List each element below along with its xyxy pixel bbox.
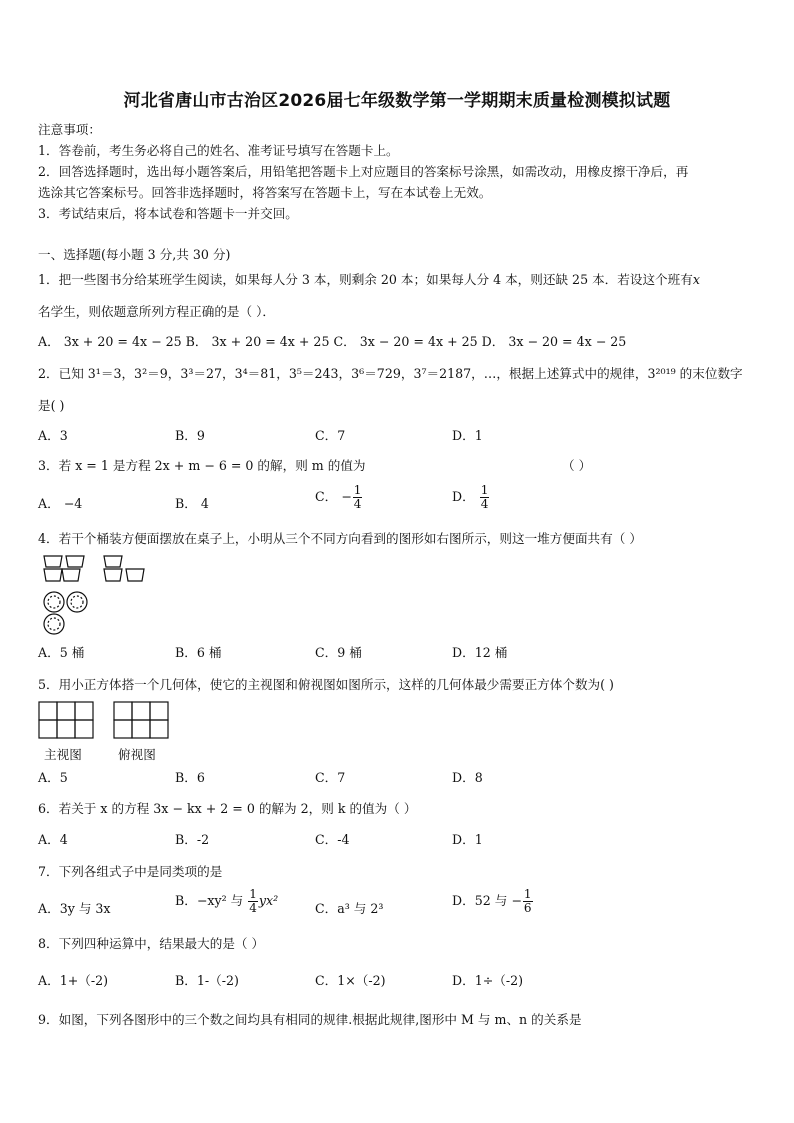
q3-option-a: A． −4 [38,496,83,511]
fraction-denominator: 4 [353,497,362,511]
bucket-top-left [44,556,62,567]
section-heading: 一、选择题(每小题 3 分,共 30 分) [38,247,231,262]
q2-stem: 2．已知 3¹＝3，3²＝9，3³＝27，3⁴＝81，3⁵＝243，3⁶＝729，3⁷＝2187，…，根据上述算式中的规律，3²⁰¹⁹ 的末位数字 [38,366,743,381]
q7-option-d [452,888,534,915]
q7-stem: 7．下列各组式子中是同类项的是 [38,864,223,879]
notice-item-2: 2．回答选择题时，选出每小题答案后，用铅笔把答题卡上对应题目的答案标号涂黑，如需改动，用橡皮擦干净后，再 [38,164,689,179]
q5-option-b: B．6 [175,770,205,785]
q2-option-b: B．9 [175,428,205,443]
q1-stem-text: 1．把一些图书分给某班学生阅读，如果每人分 3 本，则剩余 20 本；如果每人分 4 本，则还缺 25 本．若设这个班有 [38,272,693,287]
top-view-cell [150,720,168,738]
q8-option-a: A．1+（-2) [38,973,109,988]
q3-option-b: B． 4 [175,496,209,511]
q2-option-d: D．1 [452,428,483,443]
q3-option-d [452,484,490,511]
q7-option-b-tail: yx² [258,893,279,908]
q6-stem: 6．若关于 x 的方程 3x − kx + 2 = 0 的解为 2，则 k 的值为（ ） [38,801,417,816]
q8-option-b: B．1-（-2) [175,973,239,988]
fraction-numerator: 1 [523,887,532,901]
q5-stem: 5．用小正方体搭一个几何体，使它的主视图和俯视图如图所示，这样的几何体最少需要正方体个数为( ) [38,677,614,692]
fraction-numerator: 1 [353,483,362,497]
bucket-side-top [104,556,122,567]
bucket-top-right [66,556,84,567]
q1-stem-cont: 名学生，则依题意所列方程正确的是（ ）． [38,304,275,319]
bucket-side-bottom-right [126,569,144,581]
top-view-label: 俯视图 [118,747,156,762]
notice-item-2-cont: 选涂其它答案标号。回答非选择题时，将答案写在答题卡上，写在本试卷上无效。 [38,185,492,200]
q4-option-d: D．12 桶 [452,645,508,660]
front-view-cell [75,720,93,738]
q5-option-c: C．7 [315,770,346,785]
q1-options: A． 3x + 20 = 4x − 25 B． 3x + 20 = 4x + 25 C． 3x − 20 = 4x + 25 D． 3x − 20 = 4x − 25 [38,334,627,349]
front-view-label: 主视图 [44,747,82,762]
top-view-inner-1 [48,596,60,608]
q1-var: x [692,272,700,287]
q3-answer-paren: （ ） [562,458,592,473]
q3-stem: 3．若 x = 1 是方程 2x + m − 6 = 0 的解，则 m 的值为 [38,458,366,473]
notice-heading: 注意事项： [38,122,101,137]
q3-option-d-label: D． [452,489,479,504]
fraction-denominator: 4 [249,901,257,915]
q3-option-c-fraction [353,484,363,511]
top-view-cell [132,702,150,720]
q2-stem-cont: 是( ) [38,398,65,413]
q9-stem: 9．如图，下列各图形中的三个数之间均具有相同的规律.根据此规律,图形中 M 与 m、n 的关系是 [38,1012,582,1027]
q1-stem [38,272,700,288]
q7-option-c: C．a³ 与 2³ [315,901,384,916]
top-view-cell [114,720,132,738]
bucket-bottom-left [44,569,62,581]
top-view-inner-3 [48,618,60,630]
top-view-inner-2 [71,596,83,608]
q7-option-d-fraction [523,888,533,915]
q2-option-c: C．7 [315,428,346,443]
q7-option-a: A．3y 与 3x [38,901,111,916]
fraction-denominator: 4 [480,497,489,511]
q3-option-c [315,484,363,511]
top-view-cell [150,702,168,720]
q8-stem: 8．下列四种运算中，结果最大的是（ ） [38,936,265,951]
q4-option-c: C．9 桶 [315,645,362,660]
q3-option-d-fraction [480,484,490,511]
front-view-cell [57,702,75,720]
notice-item-3: 3．考试结束后，将本试卷和答题卡一并交回。 [38,206,298,221]
q6-option-b: B．-2 [175,832,210,847]
q7-option-d-label: D．52 与 − [452,893,522,908]
top-view-cell [114,702,132,720]
fraction-denominator: 6 [523,901,532,915]
bucket-side-bottom-left [104,569,122,581]
q4-option-b: B．6 桶 [175,645,222,660]
q5-option-d: D．8 [452,770,483,785]
q5-option-a: A．5 [38,770,68,785]
q8-option-d: D．1÷（-2) [452,973,524,988]
top-view-cell [132,720,150,738]
q2-option-a: A．3 [38,428,68,443]
q6-option-c: C．-4 [315,832,350,847]
q5-views-figure [38,701,178,741]
q4-option-a: A．5 桶 [38,645,85,660]
bucket-bottom-mid [62,569,80,581]
q4-stem: 4．若干个桶装方便面摆放在桌子上，小明从三个不同方向看到的图形如右图所示，则这一堆方便面共有（ ） [38,531,642,546]
q7-option-b-fraction [248,888,258,915]
front-view-cell [57,720,75,738]
front-view-cell [75,702,93,720]
q6-option-d: D．1 [452,832,483,847]
notice-item-1: 1．答卷前，考生务必将自己的姓名、准考证号填写在答题卡上。 [38,143,399,158]
q7-option-b [175,888,278,915]
fraction-numerator: 1 [249,887,257,901]
q8-option-c: C．1×（-2) [315,973,386,988]
front-view-cell [39,702,57,720]
q7-option-b-label: B．−xy² 与 [175,893,248,908]
q4-three-views-figure [40,553,155,637]
fraction-numerator: 1 [480,483,489,497]
front-view-cell [39,720,57,738]
q3-option-c-label: C． − [315,489,352,504]
q6-option-a: A．4 [38,832,68,847]
exam-title: 河北省唐山市古治区2026届七年级数学第一学期期末质量检测模拟试题 [123,91,671,111]
